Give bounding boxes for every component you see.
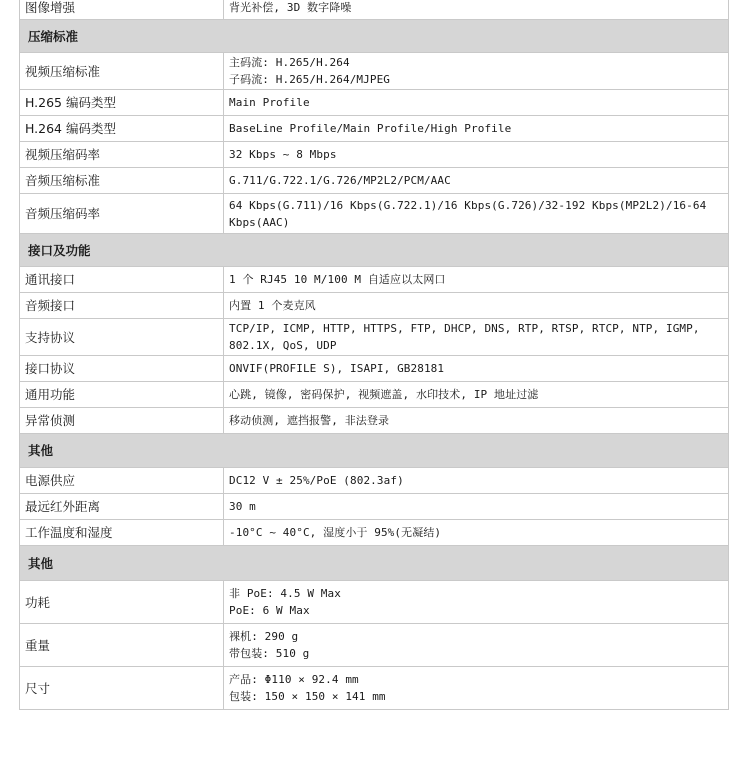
spec-value xyxy=(224,116,729,142)
spec-value xyxy=(224,267,729,293)
spec-value-line: ONVIF(PROFILE S), ISAPI, GB28181 xyxy=(229,362,445,375)
spec-value xyxy=(224,319,729,356)
spec-value-line: 裸机: 290 g xyxy=(229,630,299,643)
spec-value xyxy=(224,356,729,382)
spec-value-line: 移动侦测, 遮挡报警, 非法登录 xyxy=(229,414,390,427)
spec-value xyxy=(224,194,729,234)
spec-label: 通用功能 xyxy=(20,382,224,408)
spec-value-line: 背光补偿, 3D 数字降噪 xyxy=(229,0,352,14)
spec-label: 尺寸 xyxy=(20,667,224,710)
spec-label: H.265 编码类型 xyxy=(20,90,224,116)
spec-row xyxy=(20,319,729,356)
spec-row xyxy=(20,0,729,20)
spec-value-line: 内置 1 个麦克风 xyxy=(229,299,316,312)
spec-label: 图像增强 xyxy=(20,0,224,20)
section-header xyxy=(20,20,729,53)
spec-row xyxy=(20,168,729,194)
spec-label: 视频压缩标准 xyxy=(20,53,224,90)
spec-value xyxy=(224,382,729,408)
spec-value-line: 64 Kbps(G.711)/16 Kbps(G.722.1)/16 Kbps(G.726)/32-192 Kbps(MP2L2)/16-64 xyxy=(229,198,707,212)
spec-value xyxy=(224,53,729,90)
spec-label: 视频压缩码率 xyxy=(20,142,224,168)
spec-value-line: DC12 V ± 25%/PoE (802.3af) xyxy=(229,474,404,487)
section-header xyxy=(20,234,729,267)
spec-row xyxy=(20,194,729,234)
spec-value xyxy=(224,90,729,116)
spec-row xyxy=(20,293,729,319)
spec-row xyxy=(20,667,729,710)
spec-value-line: -10°C ~ 40°C, 湿度小于 95%(无凝结) xyxy=(229,526,442,539)
spec-row xyxy=(20,382,729,408)
spec-row xyxy=(20,356,729,382)
spec-value xyxy=(224,468,729,494)
spec-label: H.264 编码类型 xyxy=(20,116,224,142)
spec-value xyxy=(224,667,729,710)
spec-row xyxy=(20,90,729,116)
spec-value-line: Kbps(AAC) xyxy=(229,215,290,229)
spec-row xyxy=(20,53,729,90)
spec-value-line: 32 Kbps ~ 8 Mbps xyxy=(229,148,337,161)
spec-label: 接口协议 xyxy=(20,356,224,382)
spec-value xyxy=(224,293,729,319)
spec-label: 工作温度和湿度 xyxy=(20,520,224,546)
spec-value-line: 802.1X, QoS, UDP xyxy=(229,339,337,352)
spec-value xyxy=(224,494,729,520)
spec-value xyxy=(224,142,729,168)
spec-label: 音频接口 xyxy=(20,293,224,319)
spec-value-line: 主码流: H.265/H.264 xyxy=(229,56,350,69)
spec-value xyxy=(224,408,729,434)
spec-label: 功耗 xyxy=(20,581,224,624)
spec-value-line: 带包装: 510 g xyxy=(229,647,310,660)
section-title: 接口及功能 xyxy=(20,234,729,267)
spec-value-line: 心跳, 镜像, 密码保护, 视频遮盖, 水印技术, IP 地址过滤 xyxy=(229,388,539,401)
section-title: 其他 xyxy=(20,546,729,581)
spec-row xyxy=(20,520,729,546)
spec-label: 通讯接口 xyxy=(20,267,224,293)
spec-value-line: Main Profile xyxy=(229,96,310,109)
spec-value-line: 非 PoE: 4.5 W Max xyxy=(229,587,341,600)
section-title: 压缩标准 xyxy=(20,20,729,53)
spec-label: 音频压缩标准 xyxy=(20,168,224,194)
spec-value-line: TCP/IP, ICMP, HTTP, HTTPS, FTP, DHCP, DNS, RTP, RTSP, RTCP, NTP, IGMP, xyxy=(229,322,700,335)
spec-value-line: BaseLine Profile/Main Profile/High Profile xyxy=(229,122,512,135)
spec-row xyxy=(20,267,729,293)
spec-value xyxy=(224,624,729,667)
spec-label: 异常侦测 xyxy=(20,408,224,434)
spec-value-line: 30 m xyxy=(229,500,256,513)
section-title: 其他 xyxy=(20,434,729,468)
spec-value-line: 1 个 RJ45 10 M/100 M 自适应以太网口 xyxy=(229,273,446,286)
spec-row xyxy=(20,142,729,168)
spec-label: 音频压缩码率 xyxy=(20,194,224,234)
spec-label: 重量 xyxy=(20,624,224,667)
spec-row xyxy=(20,116,729,142)
spec-value-line: 产品: Φ110 × 92.4 mm xyxy=(229,673,359,686)
spec-value xyxy=(224,581,729,624)
spec-value-line: 包装: 150 × 150 × 141 mm xyxy=(229,690,386,703)
spec-value-line: PoE: 6 W Max xyxy=(229,604,310,617)
section-header xyxy=(20,434,729,468)
spec-table-body xyxy=(20,0,729,710)
spec-row xyxy=(20,624,729,667)
spec-value-line: 子码流: H.265/H.264/MJPEG xyxy=(229,73,391,86)
section-header xyxy=(20,546,729,581)
spec-value xyxy=(224,520,729,546)
spec-row xyxy=(20,468,729,494)
spec-row xyxy=(20,581,729,624)
spec-table xyxy=(19,0,729,710)
spec-value xyxy=(224,168,729,194)
spec-label: 支持协议 xyxy=(20,319,224,356)
spec-label: 最远红外距离 xyxy=(20,494,224,520)
spec-label: 电源供应 xyxy=(20,468,224,494)
spec-value-line: G.711/G.722.1/G.726/MP2L2/PCM/AAC xyxy=(229,174,451,187)
spec-value xyxy=(224,0,729,20)
spec-row xyxy=(20,494,729,520)
spec-row xyxy=(20,408,729,434)
